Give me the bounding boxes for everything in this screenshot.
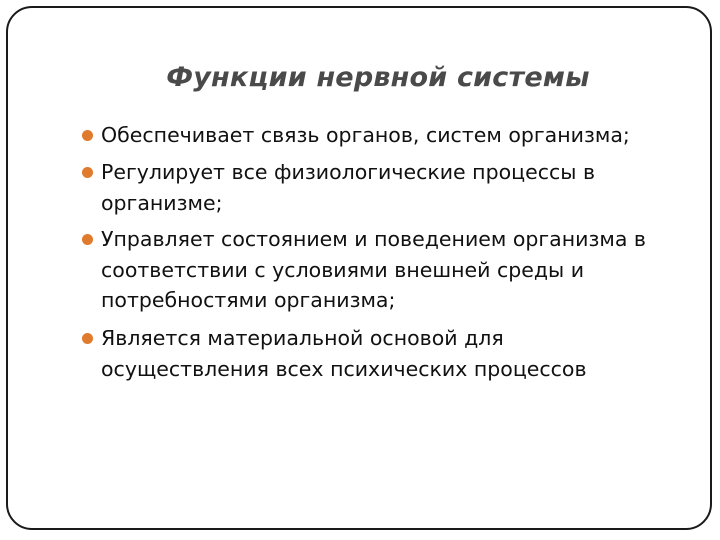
bullet-dot-icon (82, 333, 93, 344)
bullet-text: Регулирует все физиологические процессы в организме; (101, 160, 596, 215)
bullet-text: Является материальной основой для осуществления всех психических процессов (101, 326, 587, 381)
bullet-text: Обеспечивает связь органов, систем организма; (101, 123, 630, 147)
bullet-dot-icon (82, 234, 93, 245)
bullet-dot-icon (82, 130, 93, 141)
slide-title: Функции нервной системы (166, 62, 590, 93)
bullet-dot-icon (82, 167, 93, 178)
bullet-text: Управляет состоянием и поведением организма в соответствии с условиями внешней среды и потребностями организма; (101, 227, 647, 312)
